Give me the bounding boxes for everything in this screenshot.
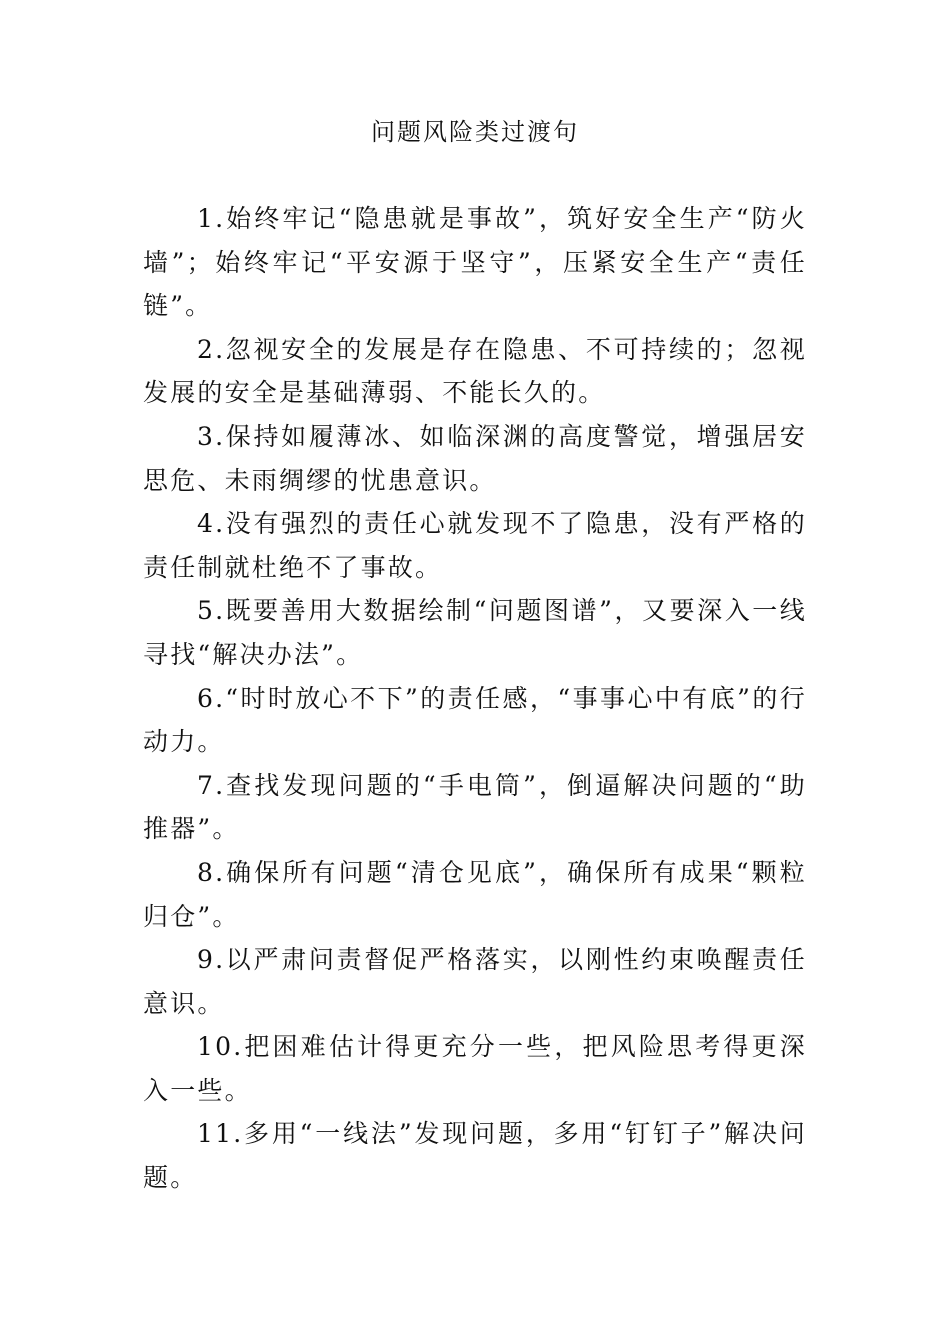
paragraph-10: 10.把困难估计得更充分一些，把风险思考得更深入一些。 bbox=[143, 1032, 807, 1105]
paragraph-3: 3.保持如履薄冰、如临深渊的高度警觉，增强居安思危、未雨绸缪的忧患意识。 bbox=[143, 421, 807, 495]
paragraph-8: 8.确保所有问题“清仓见底”，确保所有成果“颗粒归仓”。 bbox=[143, 857, 807, 931]
paragraph-5: 5.既要善用大数据绘制“问题图谱”，又要深入一线寻找“解决办法”。 bbox=[143, 596, 807, 669]
paragraph-1: 1.始终牢记“隐患就是事故”，筑好安全生产“防火墙”；始终牢记“平安源于坚守”，压紧安全生产“责任链”。 bbox=[143, 204, 807, 321]
paragraph-7: 7.查找发现问题的“手电筒”，倒逼解决问题的“助推器”。 bbox=[143, 770, 807, 844]
document-body bbox=[143, 197, 807, 1200]
document-title: 问题风险类过渡句 bbox=[371, 118, 579, 146]
paragraph-2: 2.忽视安全的发展是存在隐患、不可持续的；忽视发展的安全是基础薄弱、不能长久的。 bbox=[143, 334, 807, 408]
paragraph-11: 11.多用“一线法”发现问题，多用“钉钉子”解决问题。 bbox=[143, 1119, 807, 1193]
paragraph-4: 4.没有强烈的责任心就发现不了隐患，没有严格的责任制就杜绝不了事故。 bbox=[143, 509, 807, 582]
paragraph-9: 9.以严肃问责督促严格落实，以刚性约束唤醒责任意识。 bbox=[143, 945, 807, 1018]
paragraph-6: 6.“时时放心不下”的责任感，“事事心中有底”的行动力。 bbox=[143, 683, 807, 757]
